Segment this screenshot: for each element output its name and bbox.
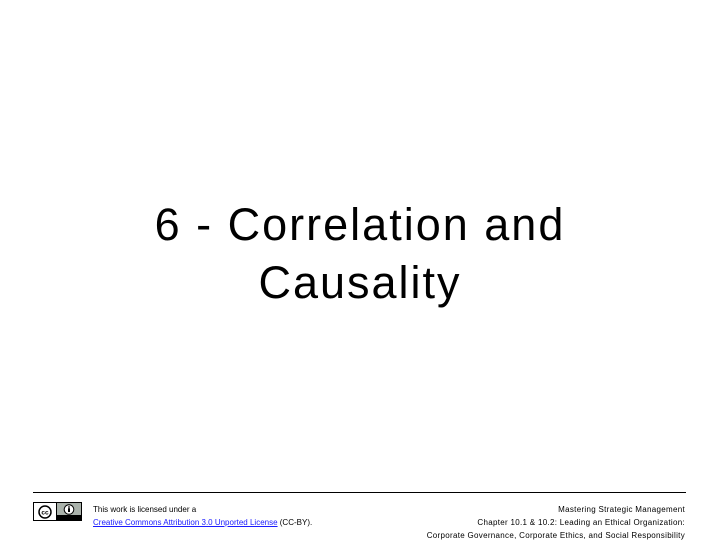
cc-logo-icon: [34, 503, 57, 520]
license-line: [93, 516, 312, 529]
course-title: Mastering Strategic Management: [558, 505, 685, 514]
footer-divider: [33, 492, 686, 493]
license-suffix: (CC-BY).: [277, 518, 313, 527]
chapter-subtitle: Corporate Governance, Corporate Ethics, and Social Responsibility: [426, 531, 685, 540]
license-prefix: This work is licensed under a: [93, 505, 197, 514]
slide-title: [0, 196, 720, 312]
svg-text:cc: cc: [41, 509, 49, 516]
slide-title-line-2: Causality: [258, 257, 462, 308]
license-link[interactable]: Creative Commons Attribution 3.0 Unported License: [93, 518, 278, 527]
license-notice: [93, 503, 312, 529]
slide-title-line-1: 6 - Correlation and: [154, 199, 566, 250]
attribution-person-icon: [63, 504, 75, 515]
creative-commons-by-badge-icon[interactable]: [33, 502, 82, 521]
chapter-line: Chapter 10.1 & 10.2: Leading an Ethical Organization:: [477, 518, 685, 527]
course-info: [427, 503, 685, 542]
